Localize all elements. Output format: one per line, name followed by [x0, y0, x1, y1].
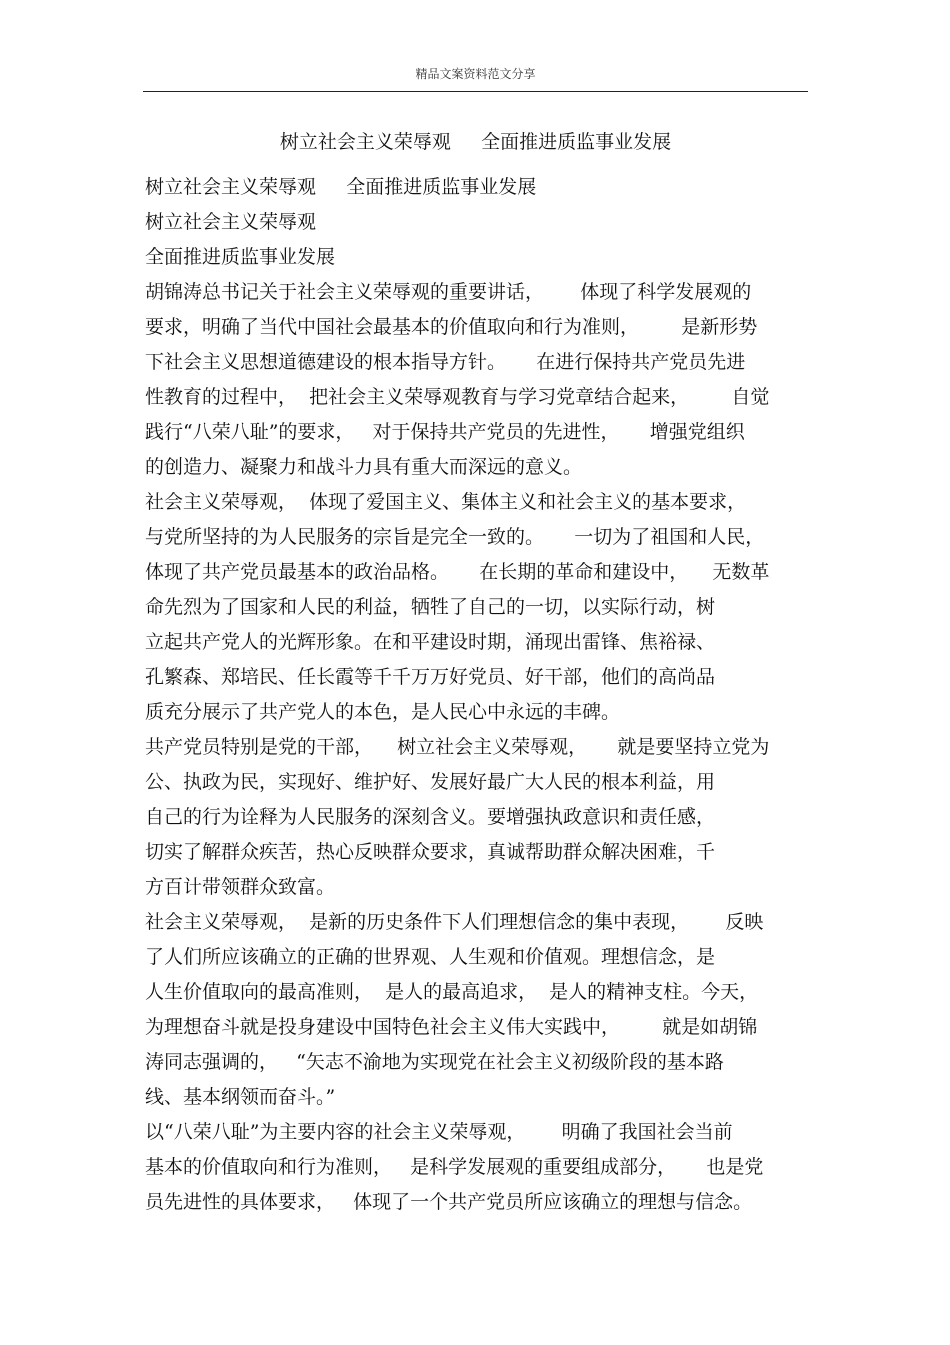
text-line: 基本的价值取向和行为准则， 是科学发展观的重要组成部分， 也是党 — [145, 1156, 764, 1178]
text-line: 要求，明确了当代中国社会最基本的价值取向和行为准则， 是新形势 — [145, 316, 758, 338]
text-line: 社会主义荣辱观， 是新的历史条件下人们理想信念的集中表现， 反映 — [145, 911, 764, 933]
text-line: 人生价值取向的最高准则， 是人的最高追求， 是人的精神支柱。今天， — [145, 981, 759, 1003]
text-line: 线、基本纲领而奋斗。” — [145, 1086, 336, 1108]
text-line: 性教育的过程中， 把社会主义荣辱观教育与学习党章结合起来， 自觉 — [145, 386, 770, 408]
document-body — [145, 170, 810, 1220]
text-line: 胡锦涛总书记关于社会主义荣辱观的重要讲话， 体现了科学发展观的 — [145, 281, 752, 303]
text-line: 与党所坚持的为人民服务的宗旨是完全一致的。 一切为了祖国和人民， — [145, 526, 765, 548]
text-line: 为理想奋斗就是投身建设中国特色社会主义伟大实践中， 就是如胡锦 — [145, 1016, 758, 1038]
text-line: 自己的行为诠释为人民服务的深刻含义。要增强执政意识和责任感， — [145, 806, 716, 828]
page-header: 精品文案资料范文分享 — [415, 67, 536, 81]
text-line: 下社会主义思想道德建设的根本指导方针。 在进行保持共产党员先进 — [145, 351, 746, 373]
text-line: 员先进性的具体要求， 体现了一个共产党员所应该确立的理想与信念。 — [145, 1191, 753, 1213]
text-line: 以“八荣八耻”为主要内容的社会主义荣辱观， 明确了我国社会当前 — [145, 1121, 733, 1143]
text-line: 涛同志强调的， “矢志不渝地为实现党在社会主义初级阶段的基本路 — [145, 1051, 724, 1073]
text-line: 了人们所应该确立的正确的世界观、人生观和价值观。理想信念，是 — [145, 946, 716, 968]
text-line: 树立社会主义荣辱观 — [145, 211, 317, 233]
text-line: 的创造力、凝聚力和战斗力具有重大而深远的意义。 — [145, 456, 583, 478]
text-line: 体现了共产党员最基本的政治品格。 在长期的革命和建设中， 无数革 — [145, 561, 770, 583]
text-line: 方百计带领群众致富。 — [145, 876, 336, 898]
text-line: 命先烈为了国家和人民的利益，牺牲了自己的一切，以实际行动，树 — [145, 596, 716, 618]
header-divider — [143, 91, 808, 92]
text-line: 全面推进质监事业发展 — [145, 246, 336, 268]
text-line: 践行“八荣八耻”的要求， 对于保持共产党员的先进性， 增强党组织 — [145, 421, 745, 443]
text-line: 树立社会主义荣辱观 全面推进质监事业发展 — [145, 176, 537, 198]
text-line: 切实了解群众疾苦，热心反映群众要求，真诚帮助群众解决困难，千 — [145, 841, 716, 863]
text-line: 质充分展示了共产党人的本色，是人民心中永远的丰碑。 — [145, 701, 621, 723]
document-title: 树立社会主义荣辱观 全面推进质监事业发展 — [279, 131, 672, 153]
text-line: 共产党员特别是党的干部， 树立社会主义荣辱观， 就是要坚持立党为 — [145, 736, 770, 758]
text-line: 社会主义荣辱观， 体现了爱国主义、集体主义和社会主义的基本要求， — [145, 491, 747, 513]
text-line: 孔繁森、郑培民、任长霞等千千万万好党员、好干部，他们的高尚品 — [145, 666, 716, 688]
text-line: 立起共产党人的光辉形象。在和平建设时期，涌现出雷锋、焦裕禄、 — [145, 631, 716, 653]
text-line: 公、执政为民，实现好、维护好、发展好最广大人民的根本利益，用 — [145, 771, 716, 793]
